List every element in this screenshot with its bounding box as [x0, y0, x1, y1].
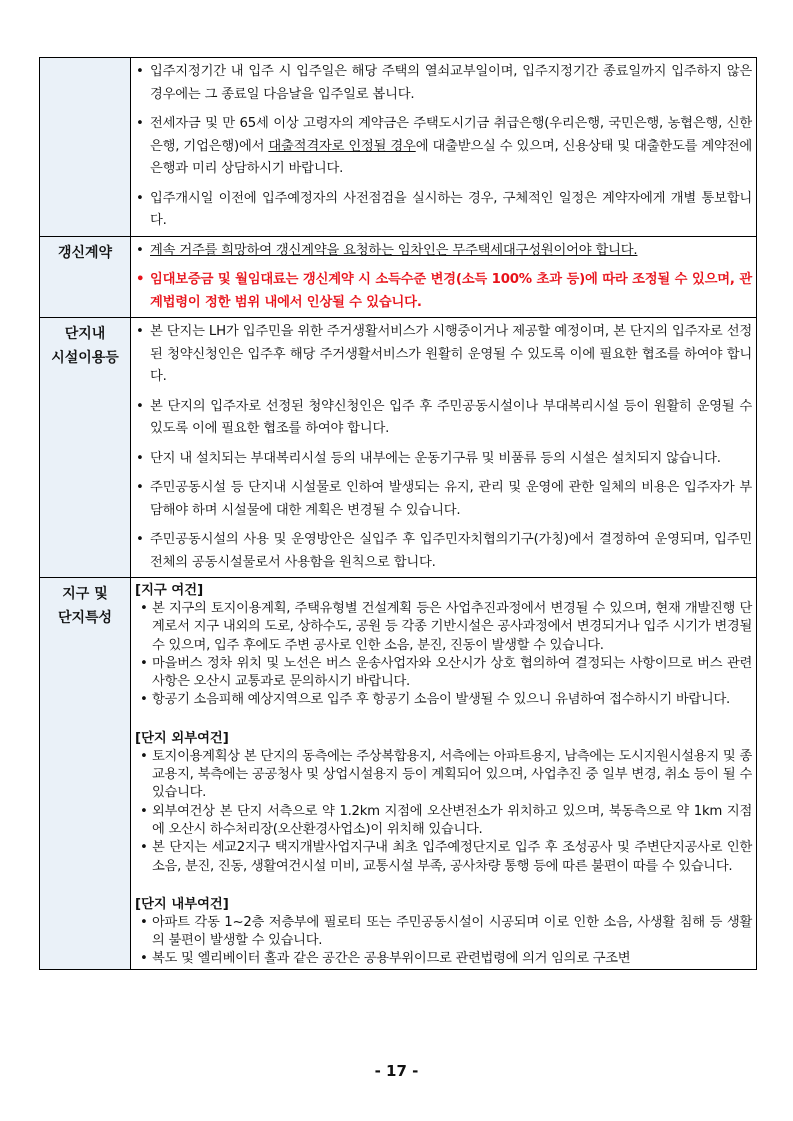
bullet-item: • 본 단지의 입주자로 선정된 청약신청인은 입주 후 주민공동시설이나 부대복리시설 등이 원활히 운영될 수 있도록 이에 필요한 협조를 하여야 합니다. [136, 398, 752, 436]
bullet-item: • 전세자금 및 만 65세 이상 고령자의 계약금은 주택도시기금 취급은행(우리은행, 국민은행, 농협은행, 신한은행, 기업은행)에서 대출적격자로 인정될 경우에 대출받으실 수 있으며, 신용상태 및 대출한도를 계약전에 은행과 미리 상담하시기 바랍니다. [136, 116, 752, 176]
section-title: [지구 여건] [135, 583, 204, 598]
bullet-item: • 본 단지는 LH가 입주민을 위한 주거생활서비스가 시행중이거나 제공할 예정이며, 본 단지의 입주자로 선정된 청약신청인은 입주후 해당 주거생활서비스가 원활히 운영될 수 있도록 이에 필요한 협조를 하여야 합니다. [136, 324, 752, 384]
row-content-facilities [131, 318, 757, 578]
underlined-text: 대출적격자로 인정될 경우 [268, 138, 416, 154]
row-content-move-in [131, 58, 757, 237]
sub-bullet-item: • 본 지구의 토지이용계획, 주택유형별 건설계획 등은 사업추진과정에서 변경될 수 있으며, 현재 개발진행 단계로서 지구 내외의 도로, 상하수도, 공원 등 각종 기반시설은 공사과정에서 변경되거나 입주 시기가 변경될 수 있으며, 입주 후에도 주변 공사로 인한 소음, 분진, 진동이 발생할 수 있습니다. [140, 601, 752, 653]
row-content-district [131, 578, 757, 970]
bullet-item: • 주민공동시설의 사용 및 운영방안은 실입주 후 입주민자치협의기구(가칭)에서 결정하여 운영되며, 입주민 전체의 공동시설물로서 사용함을 원칙으로 합니다. [136, 532, 752, 570]
bullet-item: • 단지 내 설치되는 부대복리시설 등의 내부에는 운동기구류 및 비품류 등의 시설은 설치되지 않습니다. [136, 450, 721, 466]
row-label-renewal: 갱신계약 [40, 236, 131, 318]
row-content-renewal [131, 236, 757, 318]
bullet-item: • 주민공동시설 등 단지내 시설물로 인하여 발생되는 유지, 관리 및 운영에 관한 일체의 비용은 입주자가 부담해야 하며 시설물에 대한 계획은 변경될 수 있습니다. [136, 480, 752, 518]
sub-bullet-item: • 항공기 소음피해 예상지역으로 입주 후 항공기 소음이 발생될 수 있으니 유념하여 접수하시기 바랍니다. [140, 692, 730, 708]
bullet-item: • 계속 거주를 희망하여 갱신계약을 요청하는 임차인은 무주택세대구성원이어야 합니다. [136, 242, 638, 258]
row-renewal [40, 236, 757, 318]
row-label-empty [40, 58, 131, 237]
bullet-item: • 입주개시일 이전에 입주예정자의 사전점검을 실시하는 경우, 구체적인 일정은 계약자에게 개별 통보합니다. [136, 190, 752, 228]
row-district [40, 578, 757, 970]
bullet-item: • 입주지정기간 내 입주 시 입주일은 해당 주택의 열쇠교부일이며, 입주지정기간 종료일까지 입주하지 않은 경우에는 그 종료일 다음날을 입주일로 봅니다. [136, 64, 752, 102]
sub-bullet-item: • 아파트 각동 1~2층 저층부에 필로티 또는 주민공동시설이 시공되며 이로 인한 소음, 사생활 침해 등 생활의 불편이 발생할 수 있습니다. [140, 914, 752, 949]
section-title: [단지 외부여건] [135, 730, 229, 746]
row-facilities [40, 318, 757, 578]
page-number: - 17 - [374, 1062, 419, 1080]
sub-bullet-item: • 본 단지는 세교2지구 택지개발사업지구내 최초 입주예정단지로 입주 후 조성공사 및 주변단지공사로 인한 소음, 분진, 진동, 생활여건시설 미비, 교통시설 부족, 공사차량 통행 등에 따른 불편이 따를 수 있습니다. [140, 840, 752, 874]
sub-bullet-item: • 토지이용계획상 본 단지의 동측에는 주상복합용지, 서측에는 아파트용지, 남측에는 도시지원시설용지 및 종교용지, 북측에는 공공청사 및 상업시설용지 등이 계획되어 있으며, 사업추진 중 일부 변경, 취소 등이 될 수 있습니다. [140, 748, 752, 801]
bullet-item-warning: • 임대보증금 및 월임대료는 갱신계약 시 소득수준 변경(소득 100% 초과 등)에 따라 조정될 수 있으며, 관계법령이 정한 범위 내에서 인상될 수 있습니다. [136, 272, 752, 310]
sub-bullet-item: • 외부여건상 본 단지 서측으로 약 1.2km 지점에 오산변전소가 위치하고 있으며, 북동측으로 약 1km 지점에 오산시 하수처리장(오산환경사업소)이 위치해 있습니다. [140, 803, 752, 837]
section-title: [단지 내부여건] [135, 896, 229, 912]
row-label-district: 지구 및 단지특성 [40, 578, 131, 970]
notice-table [39, 57, 757, 970]
sub-bullet-item: • 마을버스 정차 위치 및 노선은 버스 운송사업자와 오산시가 상호 협의하여 결정되는 사항이므로 버스 관련 사항은 오산시 교통과로 문의하시기 바랍니다. [140, 655, 752, 690]
sub-bullet-item: • 복도 및 엘리베이터 홀과 같은 공간은 공용부위이므로 관련법령에 의거 임의로 구조변 [140, 951, 631, 967]
row-label-facilities: 단지내 시설이용등 [40, 318, 131, 578]
row-move-in [40, 58, 757, 237]
